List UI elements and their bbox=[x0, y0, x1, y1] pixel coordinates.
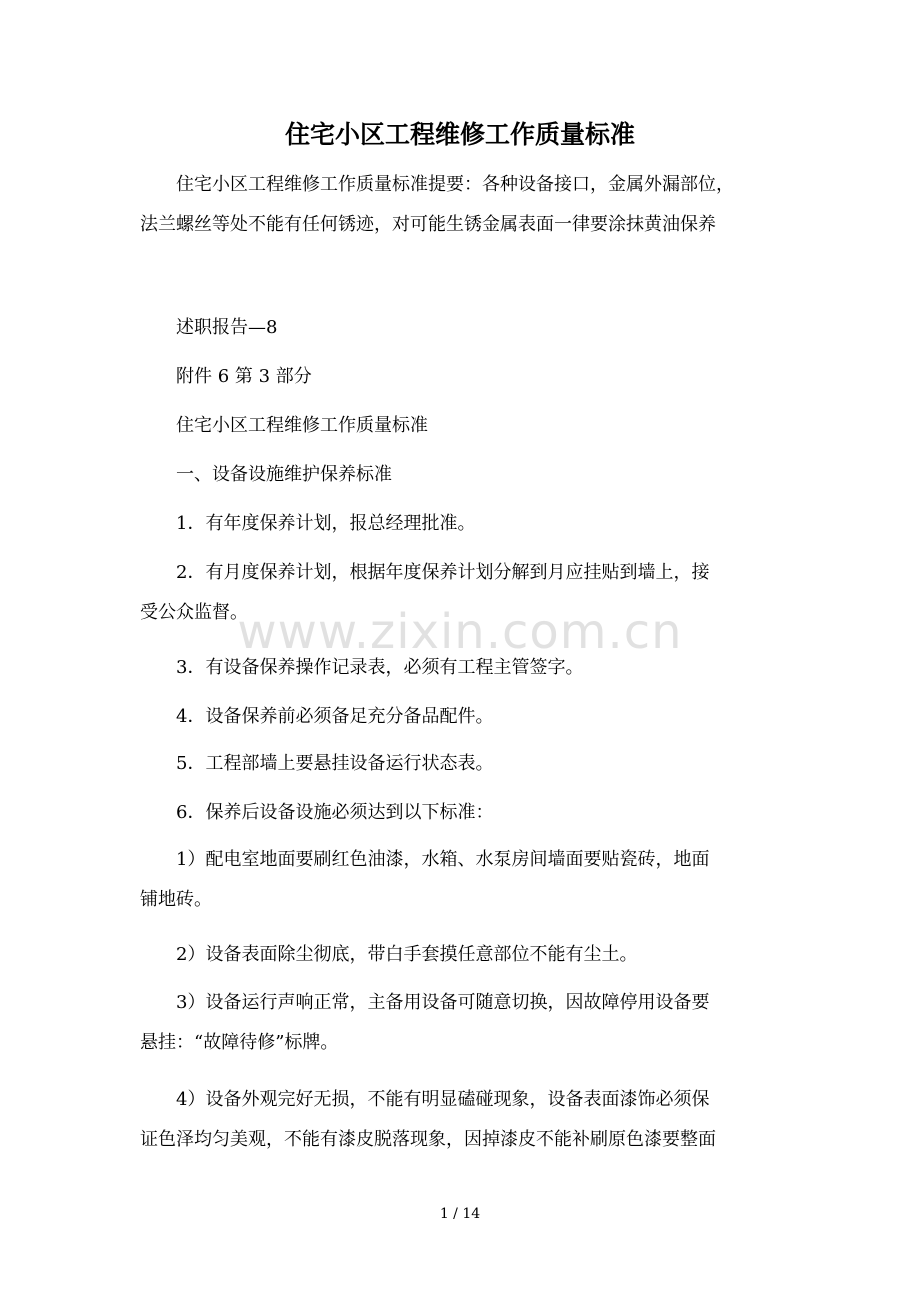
watermark: www.zixin.com.cn bbox=[237, 604, 683, 660]
list-item: 4．设备保养前必须备足充分备品配件。 bbox=[176, 706, 494, 727]
subtitle: 住宅小区工程维修工作质量标准 bbox=[176, 415, 428, 436]
list-item: 2．有月度保养计划，根据年度保养计划分解到月应挂贴到墙上，接 受公众监督。 bbox=[140, 562, 710, 623]
list-item: 6．保养后设备设施必须达到以下标准： bbox=[176, 802, 494, 823]
list-item: 5．工程部墙上要悬挂设备运行状态表。 bbox=[176, 753, 494, 774]
list-item: 3．有设备保养操作记录表，必须有工程主管签字。 bbox=[176, 657, 584, 678]
sub-list-item: 4）设备外观完好无损，不能有明显磕碰现象，设备表面漆饰必须保 证色泽均匀美观，不能有漆皮脱落现象，因掉漆皮不能补刷原色漆要整面 bbox=[140, 1089, 716, 1150]
report-reference: 述职报告—8 bbox=[176, 317, 278, 338]
list-item: 1．有年度保养计划，报总经理批准。 bbox=[176, 513, 476, 534]
sub-list-item: 3）设备运行声响正常，主备用设备可随意切换，因故障停用设备要 悬挂：“故障待修”标牌。 bbox=[140, 992, 710, 1053]
summary-paragraph bbox=[140, 165, 800, 245]
attachment-reference: 附件 6 第 3 部分 bbox=[176, 366, 312, 387]
section-heading: 一、设备设施维护保养标准 bbox=[176, 464, 392, 485]
document-title: 住宅小区工程维修工作质量标准 bbox=[284, 120, 635, 149]
sub-list-item: 1）配电室地面要刷红色油漆，水箱、水泵房间墙面要贴瓷砖，地面 铺地砖。 bbox=[140, 849, 710, 910]
page-indicator: 1 / 14 bbox=[439, 1206, 481, 1222]
summary-line: 住宅小区工程维修工作质量标准提要：各种设备接口，金属外漏部位， bbox=[176, 174, 734, 195]
summary-line: 法兰螺丝等处不能有任何锈迹，对可能生锈金属表面一律要涂抹黄油保养 bbox=[140, 214, 716, 235]
sub-list-item: 2）设备表面除尘彻底，带白手套摸任意部位不能有尘土。 bbox=[176, 944, 638, 965]
